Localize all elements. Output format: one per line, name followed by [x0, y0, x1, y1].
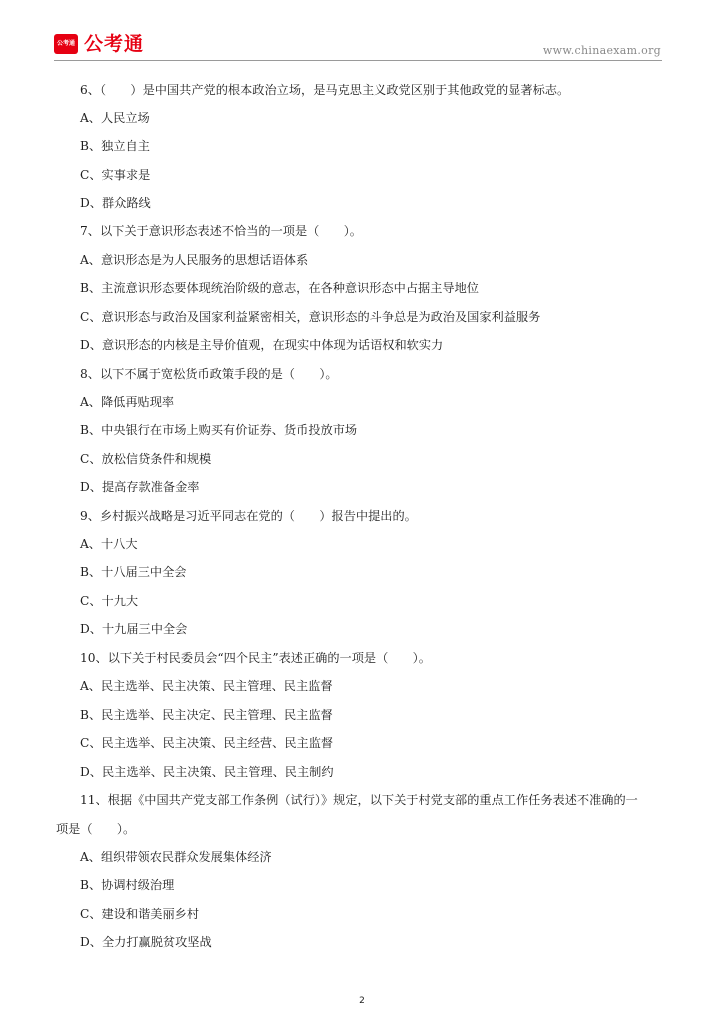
option-6c: C、实事求是	[80, 168, 151, 182]
logo-badge-icon: 公考通	[54, 34, 78, 54]
question-6: 6、（ ）是中国共产党的根本政治立场，是马克思主义政党区别于其他政党的显著标志。	[80, 83, 570, 97]
option-10d: D、民主选举、民主决策、民主管理、民主制约	[80, 765, 334, 779]
question-11: 11、根据《中国共产党支部工作条例（试行）》规定，以下关于村党支部的重点工作任务表述不准确的一	[80, 793, 638, 807]
option-11c: C、建设和谐美丽乡村	[80, 907, 200, 921]
option-9c: C、十九大	[80, 594, 139, 608]
question-7: 7、以下关于意识形态表述不恰当的一项是（ ）。	[80, 224, 362, 238]
option-7d: D、意识形态的内核是主导价值观，在现实中体现为话语权和软实力	[80, 338, 444, 352]
option-6b: B、独立自主	[80, 139, 150, 153]
option-7b: B、主流意识形态要体现统治阶级的意志，在各种意识形态中占据主导地位	[80, 281, 479, 295]
page-header	[0, 0, 724, 64]
logo-text: 公考通	[84, 33, 145, 55]
page-number: 2	[359, 996, 365, 1006]
option-10a: A、民主选举、民主决策、民主管理、民主监督	[80, 679, 333, 693]
question-11-cont: 项是（ ）。	[56, 822, 136, 836]
option-6d: D、群众路线	[80, 196, 151, 210]
option-9d: D、十九届三中全会	[80, 622, 188, 636]
option-11a: A、组织带领农民群众发展集体经济	[80, 850, 272, 864]
site-url: www.chinaexam.org	[542, 44, 661, 57]
option-10c: C、民主选举、民主决策、民主经营、民主监督	[80, 736, 334, 750]
option-9b: B、十八届三中全会	[80, 565, 187, 579]
option-6a: A、人民立场	[80, 111, 150, 125]
question-10: 10、以下关于村民委员会“四个民主”表述正确的一项是（ ）。	[80, 651, 431, 665]
option-8c: C、放松信贷条件和规模	[80, 452, 212, 466]
option-7a: A、意识形态是为人民服务的思想话语体系	[80, 253, 309, 267]
option-11d: D、全力打赢脱贫攻坚战	[80, 935, 212, 949]
option-10b: B、民主选举、民主决定、民主管理、民主监督	[80, 708, 333, 722]
option-8a: A、降低再贴现率	[80, 395, 175, 409]
option-7c: C、意识形态与政治及国家利益紧密相关，意识形态的斗争总是为政治及国家利益服务	[80, 310, 541, 324]
question-9: 9、乡村振兴战略是习近平同志在党的（ ）报告中提出的。	[80, 509, 417, 523]
option-11b: B、协调村级治理	[80, 878, 175, 892]
logo	[54, 33, 144, 55]
option-9a: A、十八大	[80, 537, 138, 551]
option-8b: B、中央银行在市场上购买有价证券、货币投放市场	[80, 423, 358, 437]
header-divider	[54, 60, 662, 61]
option-8d: D、提高存款准备金率	[80, 480, 200, 494]
question-8: 8、以下不属于宽松货币政策手段的是（ ）。	[80, 367, 338, 381]
